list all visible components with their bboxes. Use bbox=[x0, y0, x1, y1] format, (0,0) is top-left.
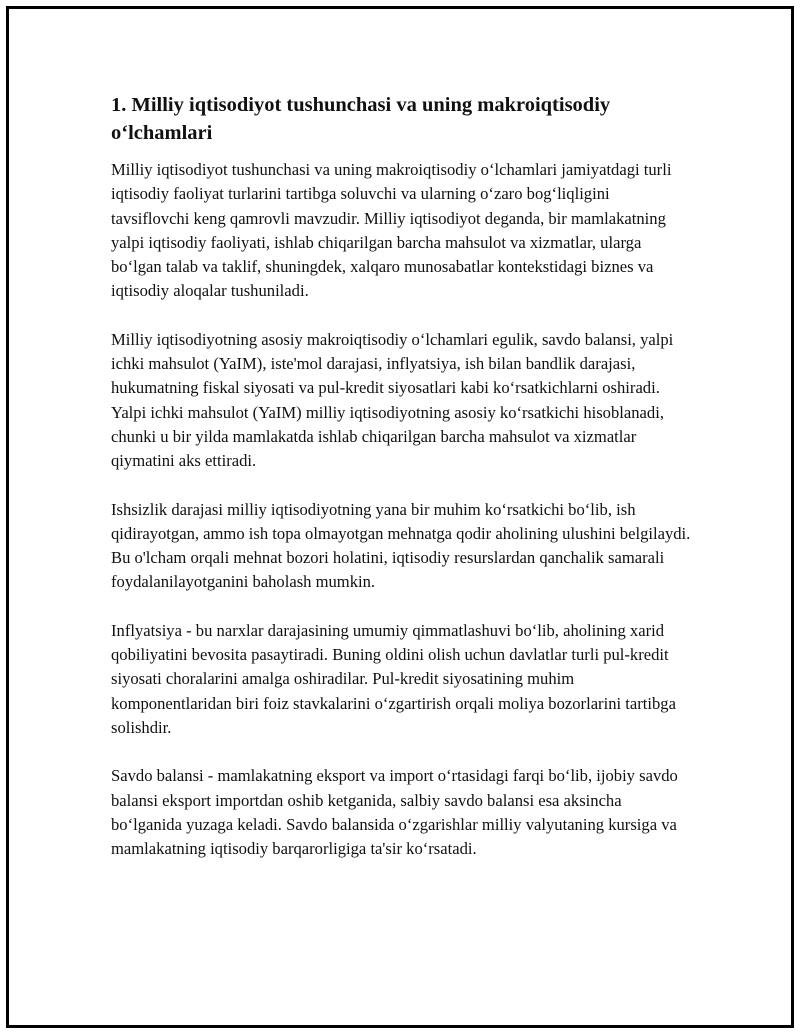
paragraph-inflation: Inflyatsiya - bu narxlar darajasining umumiy qimmatlashuvi bo‘lib, aholining xarid qobiliyatini bevosita pasaytiradi. Buning oldini olish uchun davlatlar turli pul-kredit siyosati choralarini amalga oshiradilar. Pul-kredit siyosatining muhim komponentlaridan biri foiz stavkalarini o‘zgartirish orqali moliya bozorlarini tartibga solishdir. bbox=[111, 620, 676, 737]
section-heading: 1. Milliy iqtisodiyot tushunchasi va uning makroiqtisodiy o‘lchamlari bbox=[111, 94, 611, 144]
paragraph-unemployment: Ishsizlik darajasi milliy iqtisodiyotning yana bir muhim ko‘rsatkichi bo‘lib, ish qidirayotgan, ammo ish topa olmayotgan mehnatga qodir aholining ulushini belgilaydi. Bu o'lcham orqali mehnat bozori holatini, iqtisodiy resurslardan qanchalik samarali foydalanilayotganini baholash mumkin. bbox=[111, 499, 691, 592]
paragraph-macro-indicators: Milliy iqtisodiyotning asosiy makroiqtisodiy o‘lchamlari egulik, savdo balansi, yalpi ichki mahsulot (YaIM), iste'mol darajasi, inflyatsiya, ish bilan bandlik darajasi, hukumatning fiskal siyosati va pul-kredit siyosatlari kabi ko‘rsatkichlarni oshiradi. Yalpi ichki mahsulot (YaIM) milliy iqtisodiyotning asosiy ko‘rsatkichi hisoblanadi, chunki u bir yilda mamlakatda ishlab chiqarilgan barcha mahsulot va xizmatlar qiymatini aks ettiradi. bbox=[111, 329, 674, 471]
document-body bbox=[111, 91, 691, 885]
paragraph-trade-balance: Savdo balansi - mamlakatning eksport va import o‘rtasidagi farqi bo‘lib, ijobiy savdo balansi eksport importdan oshib ketganida, salbiy savdo balansi esa aksincha bo‘lganida yuzaga keladi. Savdo balansida o‘zgarishlar milliy valyutaning kursiga va mamlakatning iqtisodiy barqarorligiga ta'sir ko‘rsatadi. bbox=[111, 766, 678, 859]
paragraph-intro: Milliy iqtisodiyot tushunchasi va uning makroiqtisodiy o‘lchamlari jamiyatdagi turli iqtisodiy faoliyat turlarini tartibga soluvchi va ularning o‘zaro bog‘liqligini tavsiflovchi keng qamrovli mavzudir. Milliy iqtisodiyot deganda, bir mamlakatning yalpi iqtisodiy faoliyati, ishlab chiqarilgan barcha mahsulot va xizmatlar, ularga bo‘lgan talab va taklif, shuningdek, xalqaro munosabatlar kontekstidagi biznes va iqtisodiy aloqalar tushuniladi. bbox=[111, 160, 672, 301]
